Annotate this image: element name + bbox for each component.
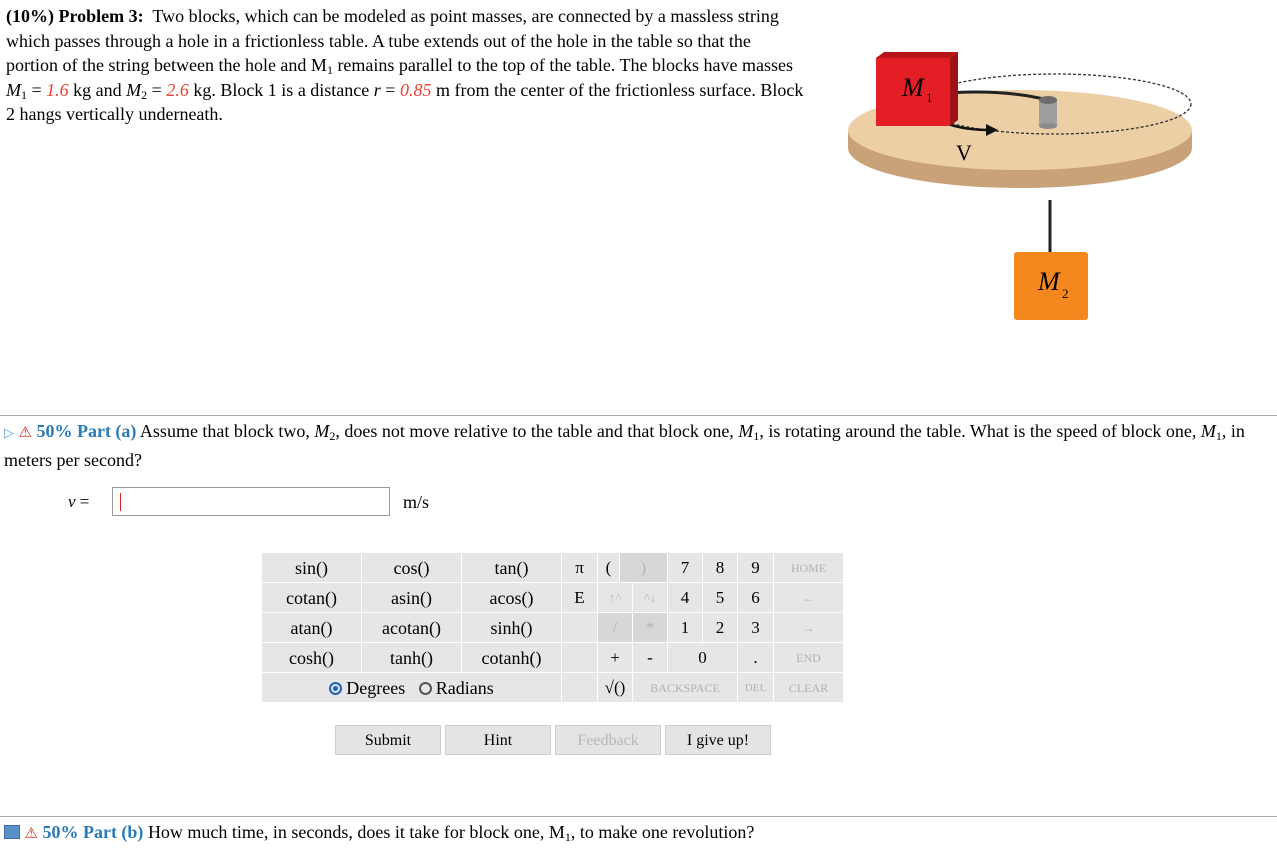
left-paren-key[interactable]: (: [598, 553, 620, 583]
m1-value: 1.6: [46, 79, 69, 100]
acos-button[interactable]: acos(): [462, 583, 562, 613]
backspace-key[interactable]: BACKSPACE: [633, 673, 738, 703]
seven-key[interactable]: 7: [668, 553, 703, 583]
subscript: 1: [753, 429, 760, 443]
problem-header: (10%) Problem 3:: [6, 6, 144, 26]
radians-option[interactable]: [419, 678, 494, 698]
cotanh-button[interactable]: cotanh(): [462, 643, 562, 673]
subscript: 1: [1215, 429, 1222, 443]
down-key[interactable]: ^↓: [633, 583, 668, 613]
block1-label: M: [902, 73, 924, 102]
tube-top: [1039, 96, 1057, 104]
subscript: 1: [326, 63, 333, 77]
part-a-question: [4, 418, 1274, 474]
r-value: 0.85: [399, 79, 432, 100]
warning-icon: ⚠: [24, 826, 38, 842]
plus-key[interactable]: +: [598, 643, 633, 673]
velocity-label: V: [956, 140, 972, 165]
block2-sub: 2: [1062, 286, 1069, 301]
blank-key: [562, 673, 598, 703]
equals: =: [75, 492, 90, 511]
block1-sub: 1: [926, 90, 933, 105]
subscript: 1: [21, 87, 27, 102]
blank-key: [562, 613, 598, 643]
left-arrow-key[interactable]: ←: [774, 583, 844, 613]
hint-button[interactable]: Hint: [445, 725, 551, 755]
four-key[interactable]: 4: [668, 583, 703, 613]
m2-value: 2.6: [166, 79, 189, 100]
radians-label: Radians: [435, 678, 494, 698]
degrees-radio[interactable]: [329, 682, 342, 695]
question-text: Assume that block two,: [136, 421, 315, 441]
feedback-button[interactable]: Feedback: [555, 725, 661, 755]
cos-button[interactable]: cos(): [362, 553, 462, 583]
pi-key[interactable]: π: [562, 553, 598, 583]
zero-key[interactable]: 0: [668, 643, 738, 673]
question-text: How much time, in seconds, does it take for block one, M: [143, 822, 565, 842]
divider: [0, 415, 1277, 416]
m1-symbol: M: [6, 79, 21, 100]
block1-side: [950, 52, 958, 126]
equals: =: [380, 79, 400, 100]
r-symbol: r: [373, 79, 381, 100]
m2-symbol: M: [314, 421, 330, 441]
delete-key[interactable]: DEL: [738, 673, 774, 703]
warning-icon: ⚠: [18, 425, 32, 441]
part-a-label: 50% Part (a): [36, 421, 137, 441]
two-key[interactable]: 2: [703, 613, 738, 643]
minus-key[interactable]: -: [633, 643, 668, 673]
subscript: 2: [141, 87, 148, 102]
divide-key[interactable]: /: [598, 613, 633, 643]
text-caret: [120, 493, 121, 511]
answer-variable-label: [68, 492, 89, 512]
divider: [0, 816, 1277, 817]
problem-text: remains parallel to the top of the table. The blocks have masses: [332, 55, 793, 75]
degrees-option[interactable]: [329, 678, 405, 698]
home-key[interactable]: HOME: [774, 553, 844, 583]
m1-symbol: M: [738, 421, 754, 441]
question-text: , in meters per second?: [4, 421, 1245, 470]
radians-radio[interactable]: [419, 682, 432, 695]
question-text: , does not move relative to the table and that block one,: [335, 421, 739, 441]
angle-mode-row: [262, 673, 562, 703]
submit-button[interactable]: Submit: [335, 725, 441, 755]
end-key[interactable]: END: [774, 643, 844, 673]
acotan-button[interactable]: acotan(): [362, 613, 462, 643]
collapse-icon[interactable]: [4, 825, 20, 839]
problem-text: kg. Block 1 is a distance: [188, 79, 374, 100]
tanh-button[interactable]: tanh(): [362, 643, 462, 673]
equals: =: [27, 79, 47, 100]
problem-text: m from the center of the frictionless surface. Block 2 hangs vertically underneath.: [6, 79, 804, 124]
blank-key: [562, 643, 598, 673]
multiply-key[interactable]: *: [633, 613, 668, 643]
variable-symbol: v: [68, 492, 76, 511]
sqrt-key[interactable]: √(): [598, 673, 633, 703]
answer-input[interactable]: [112, 487, 390, 516]
give-up-button[interactable]: I give up!: [665, 725, 771, 755]
problem-figure: [840, 40, 1220, 340]
six-key[interactable]: 6: [738, 583, 774, 613]
up-key[interactable]: ↑^: [598, 583, 633, 613]
five-key[interactable]: 5: [703, 583, 738, 613]
subscript: 1: [564, 830, 571, 844]
cosh-button[interactable]: cosh(): [262, 643, 362, 673]
one-key[interactable]: 1: [668, 613, 703, 643]
tube-bottom: [1039, 123, 1057, 129]
atan-button[interactable]: atan(): [262, 613, 362, 643]
part-b-question: [4, 819, 1274, 848]
equals: =: [147, 79, 167, 100]
problem-statement: [6, 4, 806, 127]
calculator: [262, 553, 844, 703]
subscript: 2: [329, 429, 336, 443]
three-key[interactable]: 3: [738, 613, 774, 643]
question-text: , to make one revolution?: [570, 822, 755, 842]
problem-text: Two blocks, which can be modeled as point masses, are connected by a massless string which passes through a hole in a frictionless table. A tube extends out of the hole in the table so that the portion of the string between the hole and M: [6, 6, 779, 75]
question-text: , is rotating around the table. What is the speed of block one,: [759, 421, 1201, 441]
degrees-label: Degrees: [346, 678, 406, 698]
clear-key[interactable]: CLEAR: [774, 673, 844, 703]
unit-label: m/s: [403, 492, 430, 512]
sinh-button[interactable]: sinh(): [462, 613, 562, 643]
eight-key[interactable]: 8: [703, 553, 738, 583]
expand-arrow-icon[interactable]: ▷: [4, 425, 14, 440]
decimal-key[interactable]: .: [738, 643, 774, 673]
m2-symbol: M: [126, 79, 142, 100]
problem-text: kg and: [68, 79, 127, 100]
right-paren-key[interactable]: ): [620, 553, 668, 583]
right-arrow-key[interactable]: →: [774, 613, 844, 643]
m1-symbol: M: [1200, 421, 1216, 441]
block2-label: M: [1038, 267, 1060, 296]
sin-button[interactable]: sin(): [262, 553, 362, 583]
tan-button[interactable]: tan(): [462, 553, 562, 583]
nine-key[interactable]: 9: [738, 553, 774, 583]
part-b-label: 50% Part (b): [42, 822, 144, 842]
asin-button[interactable]: asin(): [362, 583, 462, 613]
e-key[interactable]: E: [562, 583, 598, 613]
block1-top: [876, 52, 958, 58]
cotan-button[interactable]: cotan(): [262, 583, 362, 613]
